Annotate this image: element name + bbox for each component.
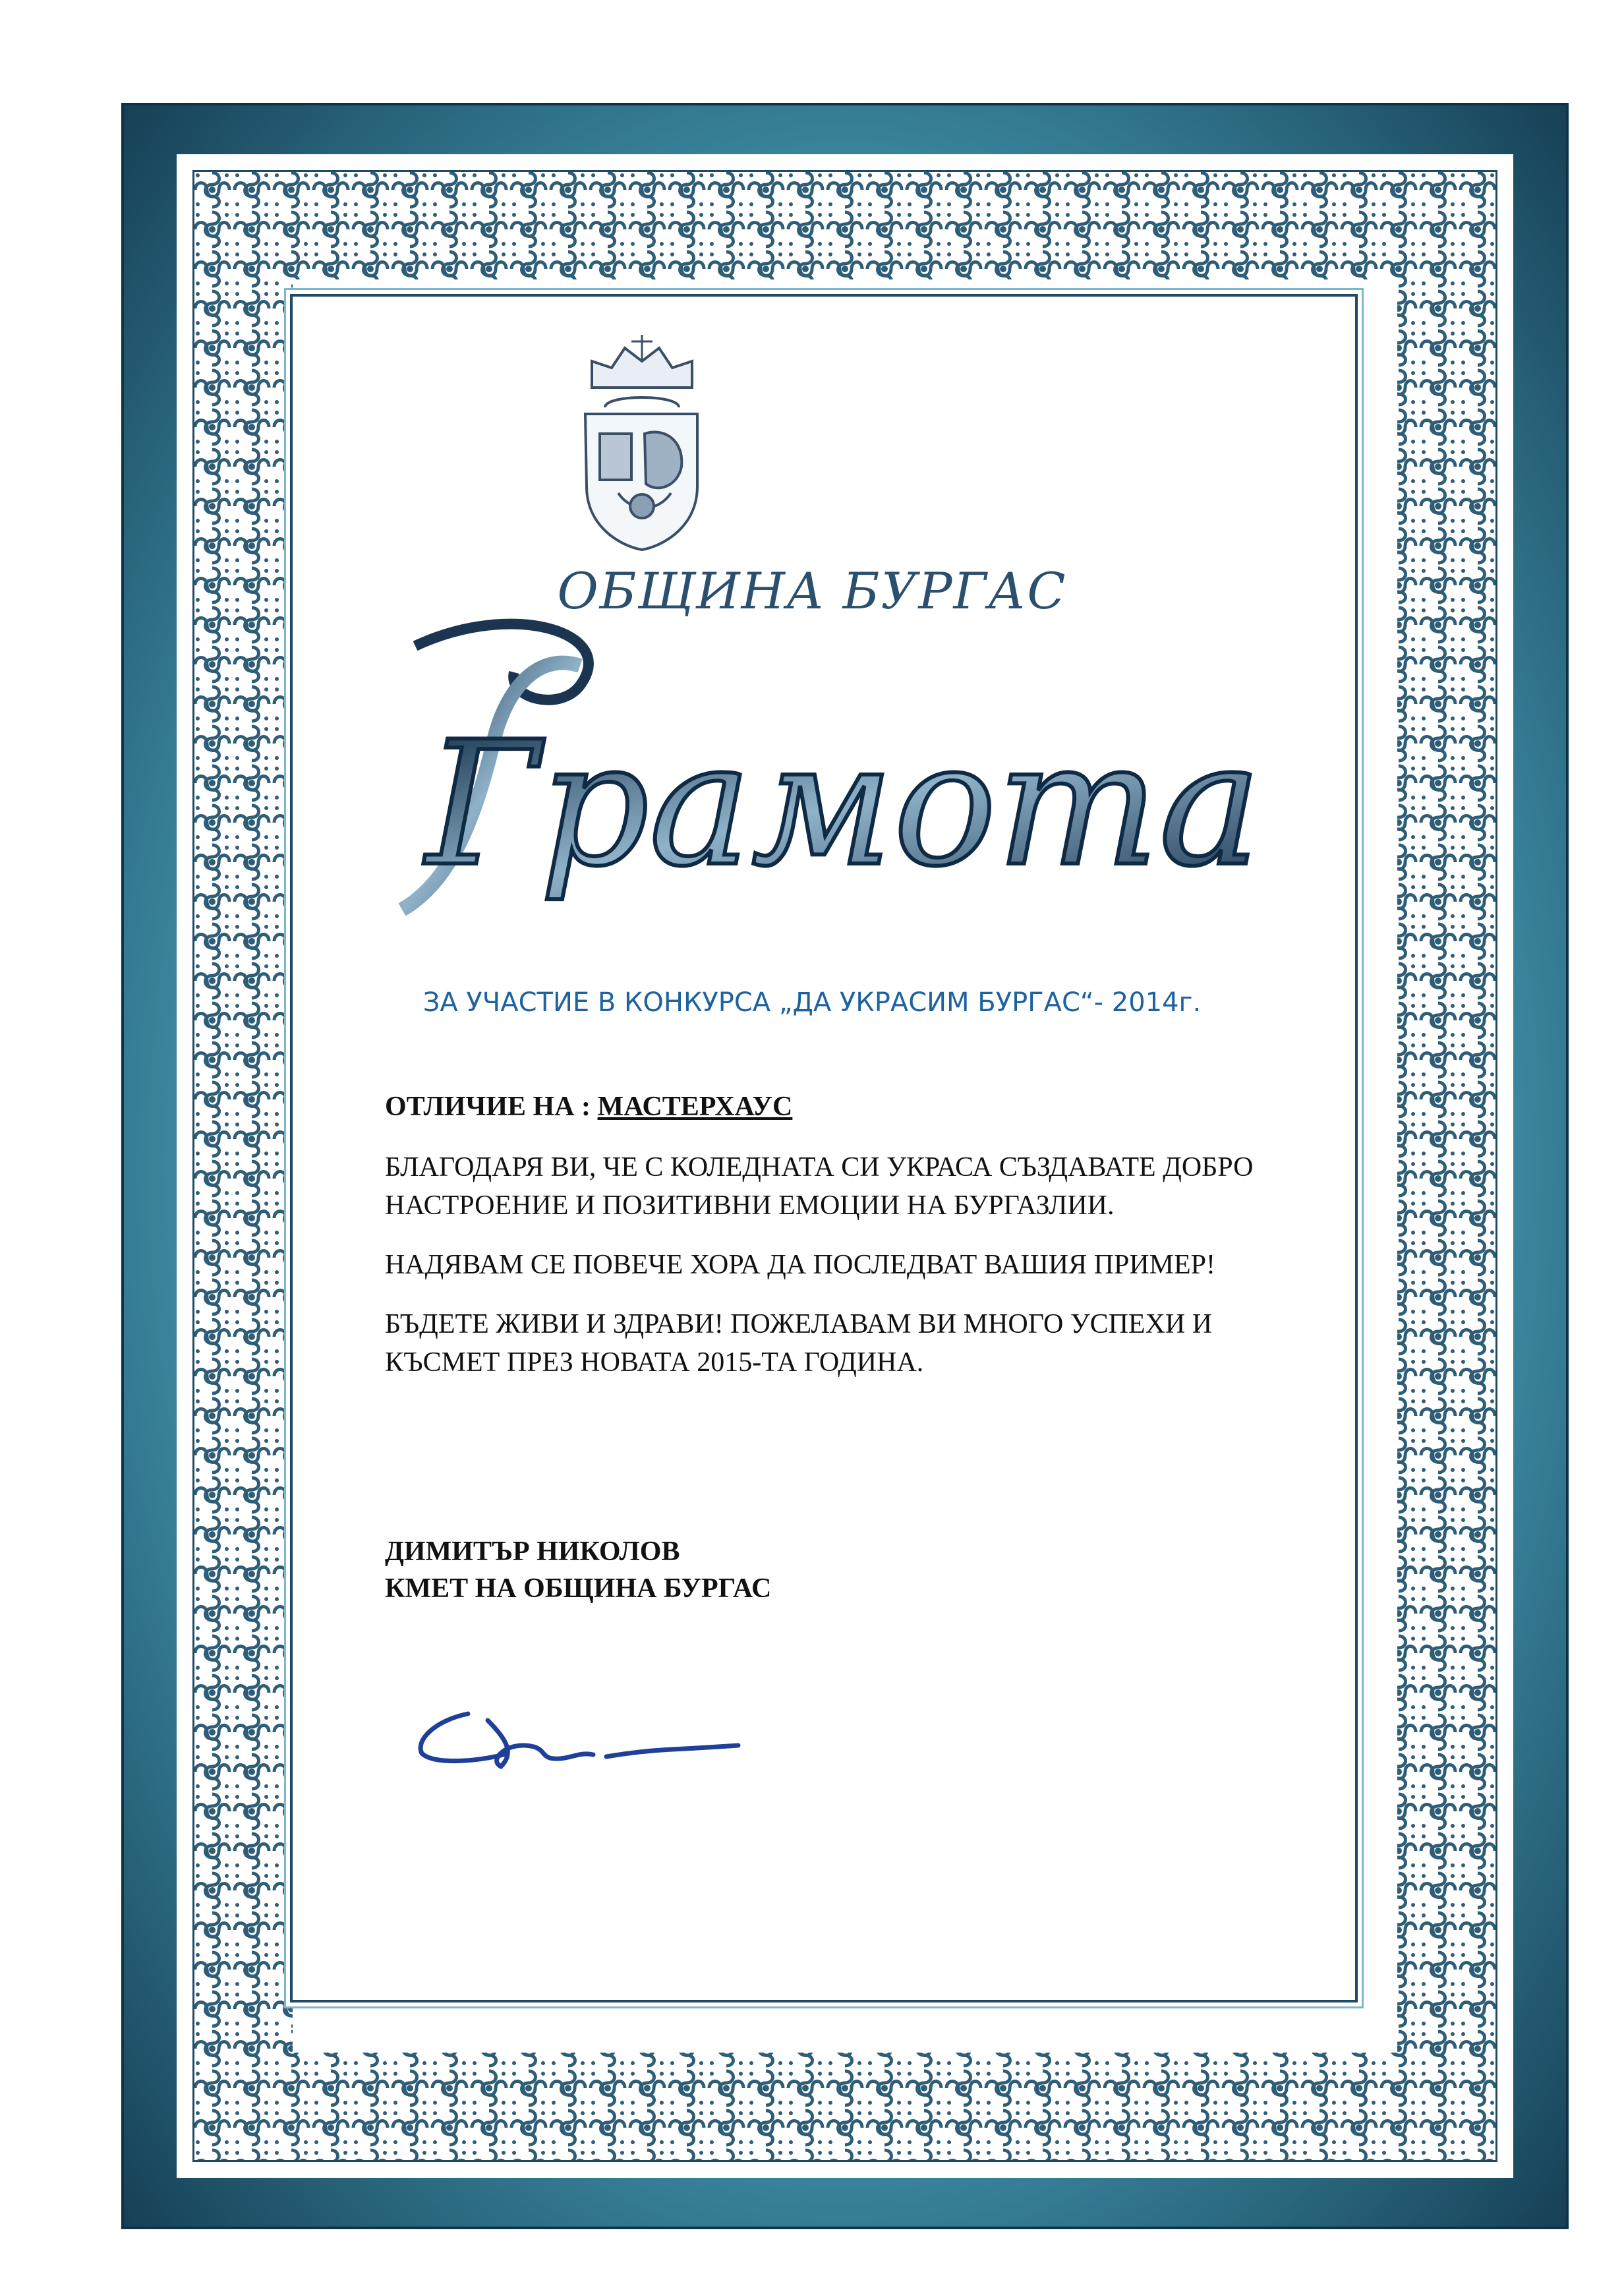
paragraph-wishes: БЪДЕТЕ ЖИВИ И ЗДРАВИ! ПОЖЕЛАВАМ ВИ МНОГО УСПЕХИ И КЪСМЕТ ПРЕЗ НОВАТА 2015-ТА ГОДИНА.: [385, 1309, 1213, 1378]
paragraph-hope: НАДЯВАМ СЕ ПОВЕЧЕ ХОРА ДА ПОСЛЕДВАТ ВАШИЯ ПРИМЕР!: [385, 1250, 1216, 1280]
recipient-label: ОТЛИЧИЕ НА :: [385, 1092, 598, 1122]
contest-subtitle: ЗА УЧАСТИЕ В КОНКУРСА „ДА УКРАСИМ БУРГАС“- 2014г.: [422, 987, 1202, 1018]
certificate-body: [385, 1088, 1294, 1403]
paragraph-gratitude: БЛАГОДАРЯ ВИ, ЧЕ С КОЛЕДНАТА СИ УКРАСА СЪЗДАВАТЕ ДОБРО НАСТРОЕНИЕ И ПОЗИТИВНИ ЕМОЦИИ НА БУРГАЗЛИИ.: [385, 1152, 1254, 1221]
coat-of-arms-icon: [566, 335, 718, 552]
municipality-name: ОБЩИНА БУРГАС: [557, 562, 1067, 620]
signer-name: ДИМИТЪР НИКОЛОВ: [385, 1536, 680, 1567]
recipient-line: [385, 1088, 1294, 1126]
headline-text: Грамота: [426, 705, 1262, 904]
signer-block: [385, 1533, 1176, 1607]
signer-title: КМЕТ НА ОБЩИНА БУРГАС: [385, 1573, 772, 1604]
recipient-name: МАСТЕРХАУС: [597, 1092, 793, 1122]
signature-mark: [409, 1694, 751, 1786]
certificate-headline: [343, 606, 1318, 976]
